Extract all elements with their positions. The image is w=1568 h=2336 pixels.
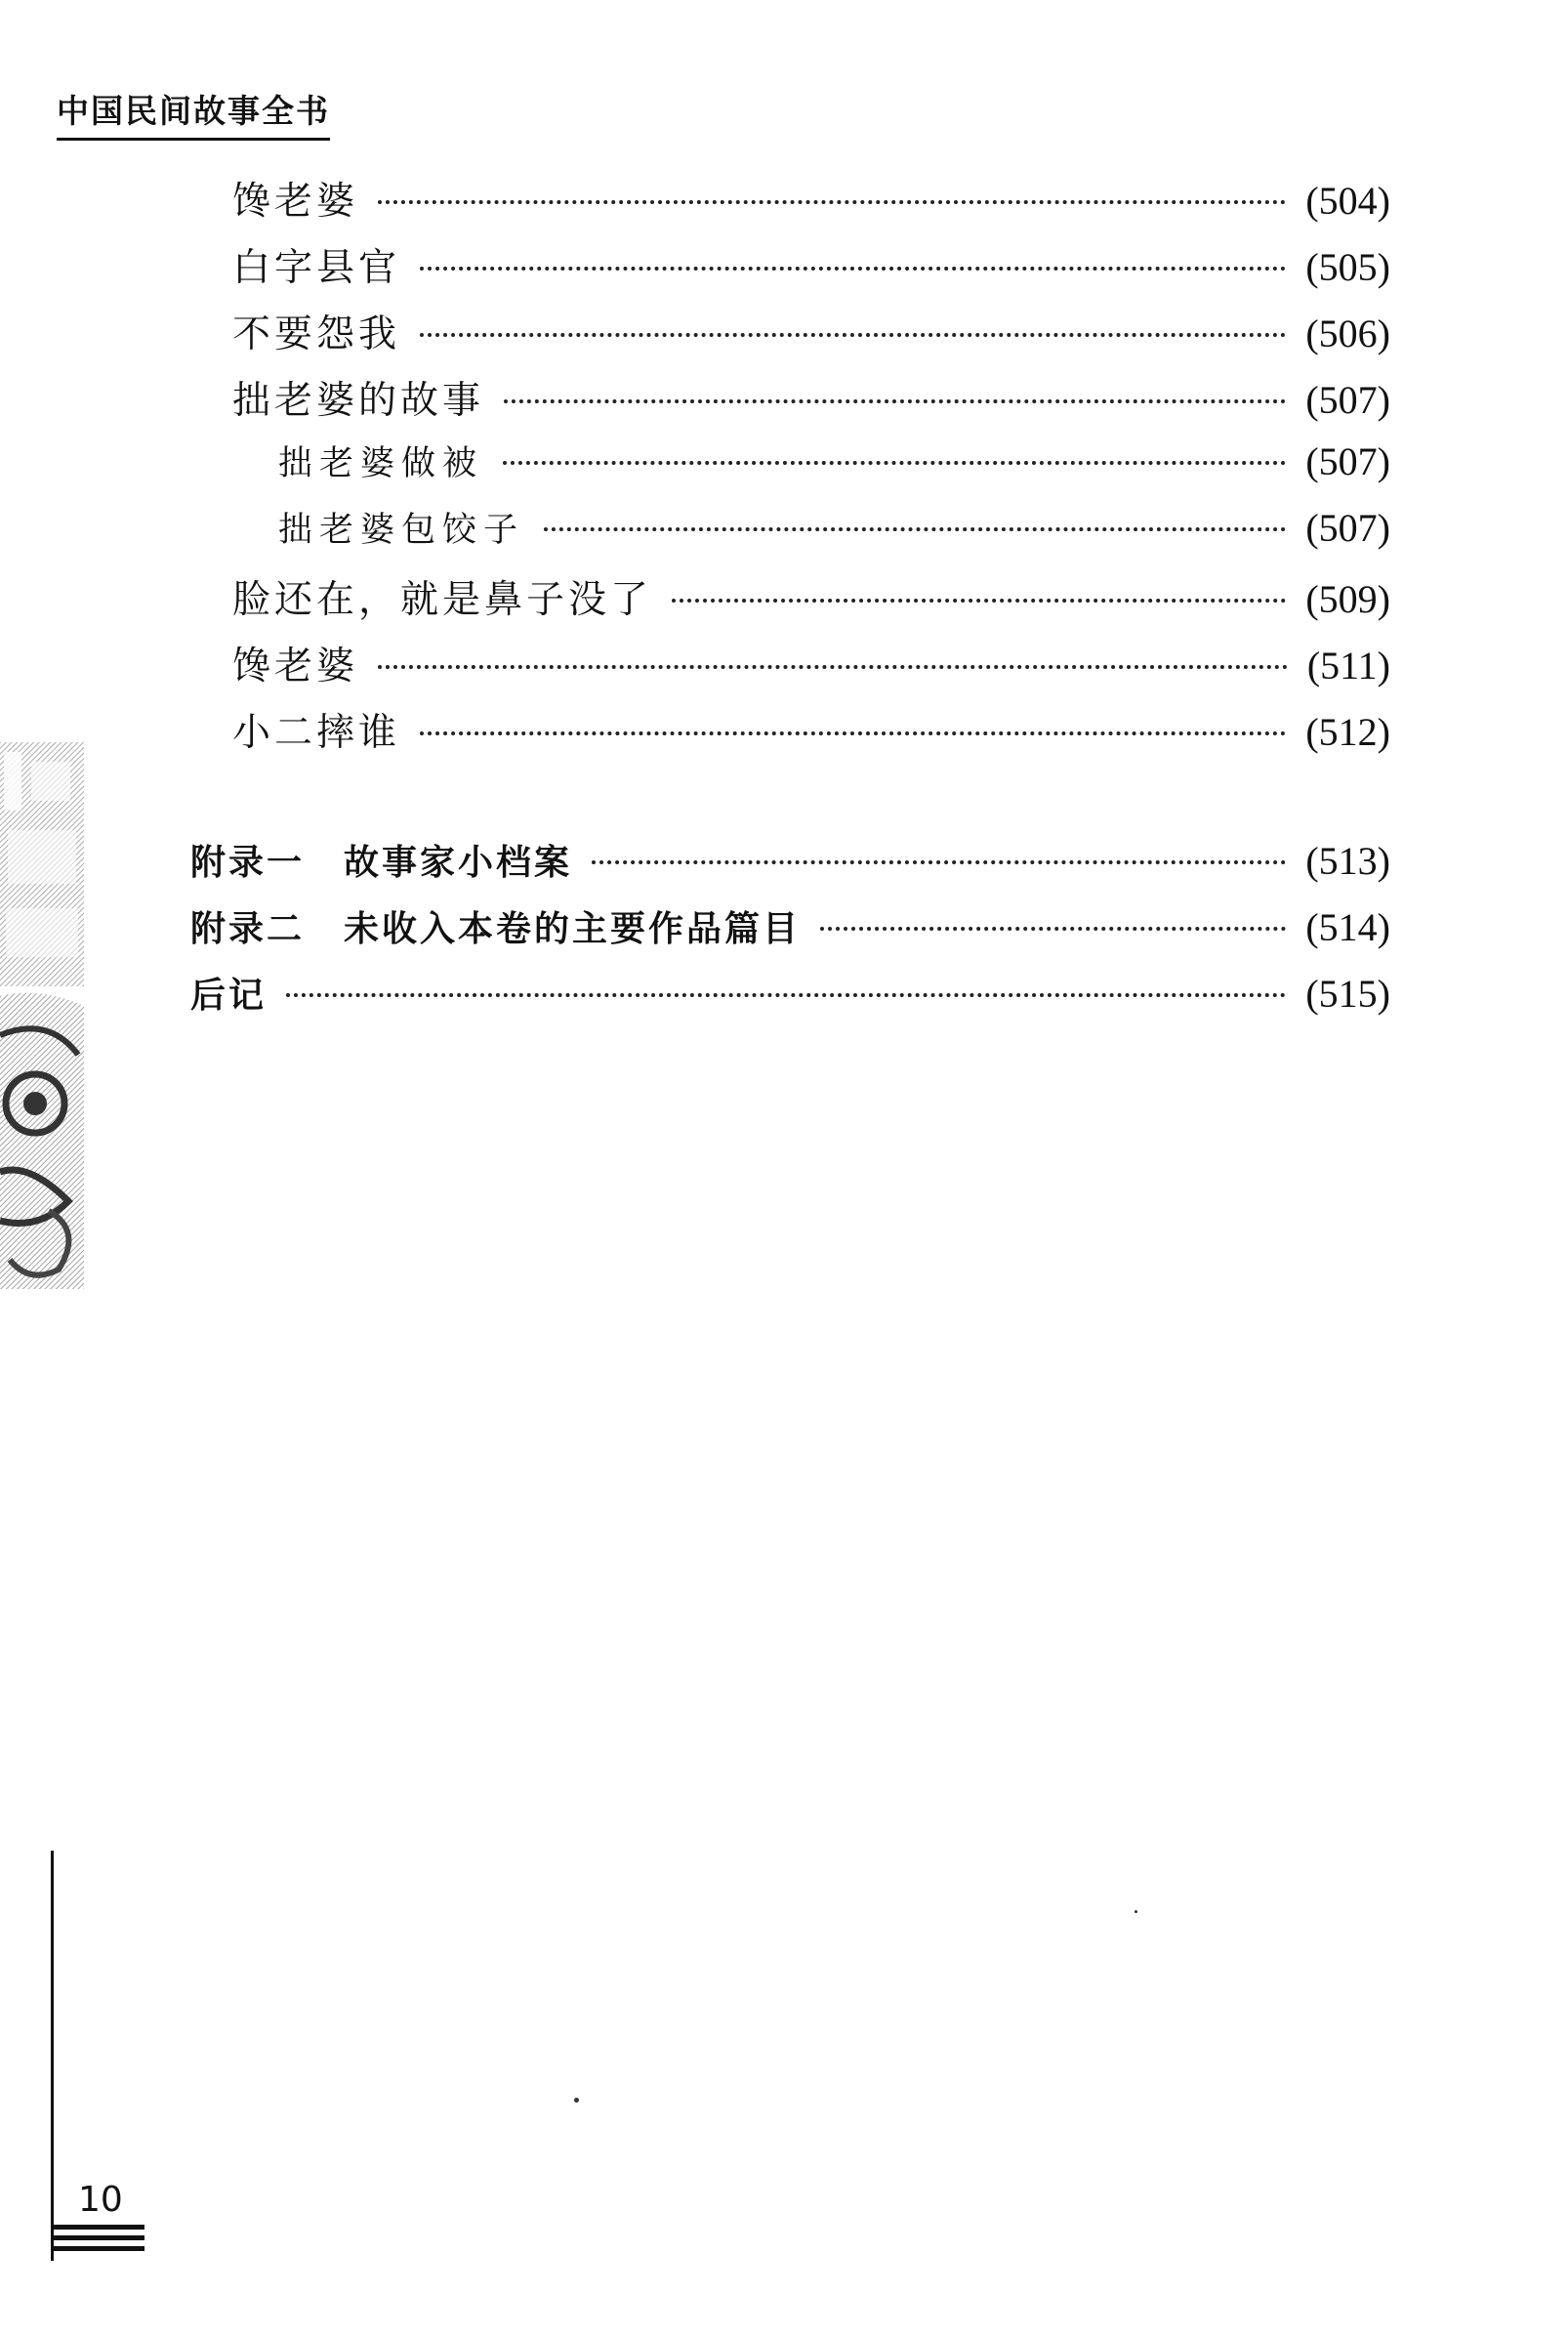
toc-entry[interactable]: [232, 636, 1390, 687]
leader-dots: [672, 599, 1286, 603]
appendix-name: 故事家小档案: [344, 843, 573, 883]
toc-entry-title: 小二摔谁: [232, 711, 401, 755]
appendix-title: [190, 901, 801, 951]
toc-entry-page: (507): [1305, 378, 1390, 422]
toc-entry[interactable]: [232, 304, 1390, 355]
appendix-entry[interactable]: [190, 835, 1390, 886]
toc-entry-title: 不要怨我: [232, 313, 401, 356]
toc-entry[interactable]: [232, 171, 1390, 222]
leader-dots: [378, 665, 1288, 669]
scan-speck: [1135, 1910, 1137, 1913]
toc-entry-title: 拙老婆做被: [278, 444, 484, 483]
toc-entry-page: (509): [1305, 577, 1390, 621]
toc-entry-title: 脸还在，就是鼻子没了: [232, 578, 653, 622]
scan-speck: [574, 2098, 579, 2103]
appendix-label: 附录一: [190, 843, 306, 883]
toc-entry-page: (512): [1305, 710, 1390, 754]
leader-dots: [286, 993, 1286, 997]
toc-entry[interactable]: [232, 702, 1390, 753]
leader-dots: [420, 267, 1286, 271]
toc-subentry[interactable]: [278, 437, 1390, 487]
leader-dots: [378, 200, 1286, 204]
appendix-label: 后记: [190, 976, 268, 1016]
leader-dots: [544, 527, 1286, 531]
appendix-page: (515): [1305, 972, 1390, 1016]
toc-entry-page: (507): [1305, 439, 1390, 483]
toc-entry-page: (507): [1305, 506, 1390, 550]
decorative-side-ornament: [0, 742, 84, 1289]
toc-entry-title: 拙老婆的故事: [232, 379, 485, 423]
toc-entry-page: (506): [1305, 312, 1390, 355]
afterword-entry[interactable]: [190, 968, 1390, 1019]
toc-entry-title: 拙老婆包饺子: [278, 511, 525, 550]
leader-dots: [504, 399, 1286, 403]
toc-entry-page: (511): [1306, 644, 1390, 688]
footer-rule: [51, 1851, 54, 2261]
leader-dots: [420, 731, 1286, 735]
appendix-page: (514): [1305, 905, 1390, 949]
appendix-title: [190, 968, 267, 1018]
toc-entry-page: (505): [1305, 245, 1390, 289]
toc-entry[interactable]: [232, 237, 1390, 288]
book-title: 中国民间故事全书: [57, 86, 330, 141]
footer-bars: [51, 2225, 144, 2257]
leader-dots: [592, 860, 1286, 864]
leader-dots: [503, 461, 1286, 465]
toc-entry-title: 白字县官: [232, 246, 401, 290]
toc-entry-title: 馋老婆: [232, 180, 359, 224]
leader-dots: [420, 333, 1286, 337]
leader-dots: [820, 927, 1286, 931]
appendix-title: [190, 835, 572, 885]
toc-entry[interactable]: [232, 569, 1390, 620]
appendix-name: 未收入本卷的主要作品篇目: [344, 909, 802, 949]
appendix-label: 附录二: [190, 909, 306, 949]
toc-entry-title: 馋老婆: [232, 645, 359, 688]
toc-subentry[interactable]: [278, 503, 1390, 554]
toc-entry-page: (504): [1305, 179, 1390, 223]
page-number: 10: [78, 2180, 123, 2220]
appendix-page: (513): [1305, 839, 1390, 883]
toc-entry[interactable]: [232, 370, 1390, 421]
appendix-entry[interactable]: [190, 901, 1390, 952]
